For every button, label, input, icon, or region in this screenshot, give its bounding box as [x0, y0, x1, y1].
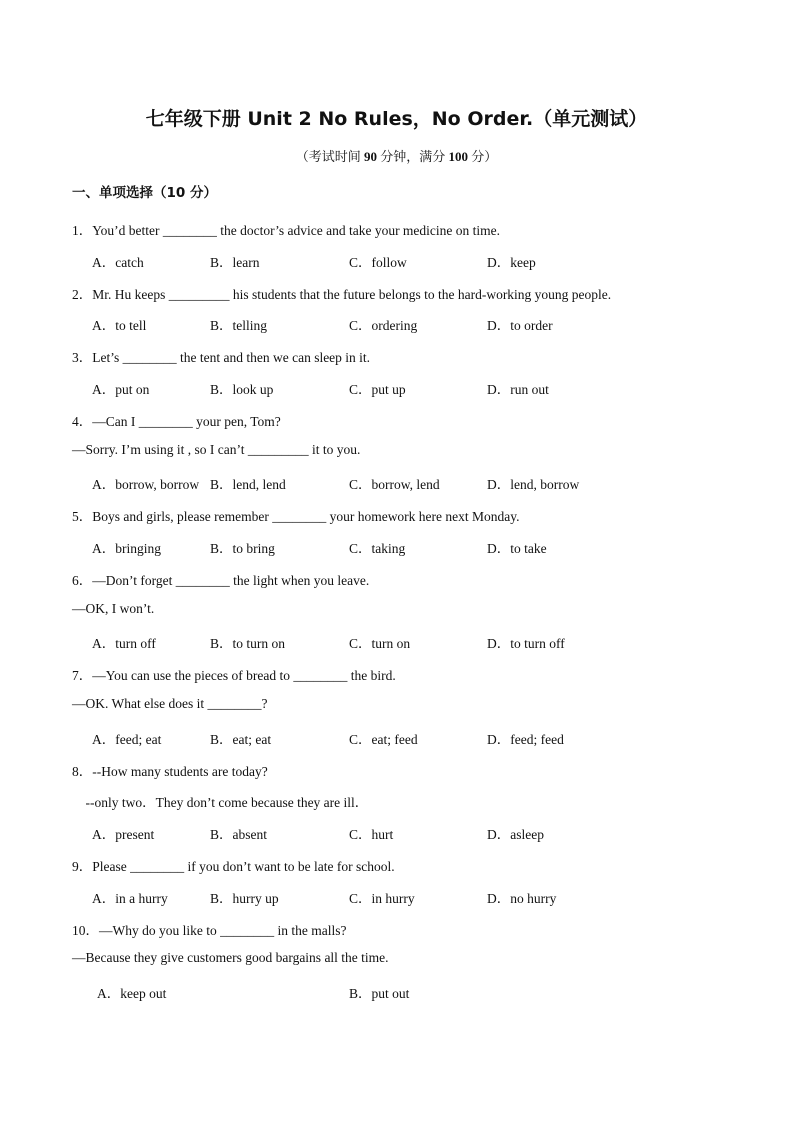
- full-score: 100: [448, 149, 468, 164]
- question-8-stem: 8．--How many students are today?: [72, 764, 268, 779]
- question-8-option-d[interactable]: D．asleep: [487, 827, 544, 842]
- question-9-stem: 9．Please ________ if you don’t want to be late for school.: [72, 859, 395, 874]
- question-4-stem-reply: —Sorry. I’m using it , so I can’t _________ it to you.: [72, 442, 361, 457]
- question-3-option-c[interactable]: C．put up: [349, 382, 406, 397]
- page-title: 七年级下册 Unit 2 No Rules，No Order.（单元测试）: [145, 108, 648, 130]
- question-9-option-c[interactable]: C．in hurry: [349, 891, 415, 906]
- subtitle-suffix: 分）: [468, 149, 498, 164]
- question-6-stem: 6．—Don’t forget ________ the light when you leave.: [72, 573, 370, 588]
- question-10-option-b[interactable]: B．put out: [349, 986, 410, 1001]
- question-10-option-a[interactable]: A．keep out: [97, 986, 167, 1001]
- question-7-option-c[interactable]: C．eat; feed: [349, 732, 418, 747]
- question-9-option-a[interactable]: A．in a hurry: [92, 891, 168, 906]
- question-6-option-b[interactable]: B．to turn on: [210, 636, 286, 651]
- question-3-option-d[interactable]: D．run out: [487, 382, 549, 397]
- question-7-option-a[interactable]: A．feed; eat: [92, 732, 162, 747]
- question-4-option-c[interactable]: C．borrow, lend: [349, 477, 440, 492]
- exam-subtitle: [0, 146, 793, 165]
- question-6-option-a[interactable]: A．turn off: [92, 636, 156, 651]
- question-4-option-b[interactable]: B．lend, lend: [210, 477, 286, 492]
- question-7-option-b[interactable]: B．eat; eat: [210, 732, 272, 747]
- question-5-option-d[interactable]: D．to take: [487, 541, 547, 556]
- question-1-stem: 1．You’d better ________ the doctor’s advice and take your medicine on time.: [72, 223, 501, 238]
- question-8-option-c[interactable]: C．hurt: [349, 827, 394, 842]
- question-10-stem-reply: —Because they give customers good bargains all the time.: [72, 950, 389, 965]
- question-2-option-c[interactable]: C．ordering: [349, 318, 418, 333]
- question-1-option-c[interactable]: C．follow: [349, 255, 407, 270]
- subtitle-prefix: （考试时间: [295, 149, 364, 164]
- question-7-option-d[interactable]: D．feed; feed: [487, 732, 564, 747]
- question-4-option-d[interactable]: D．lend, borrow: [487, 477, 580, 492]
- question-4-stem: 4．—Can I ________ your pen, Tom?: [72, 414, 281, 429]
- question-6-option-d[interactable]: D．to turn off: [487, 636, 565, 651]
- question-6-stem-reply: —OK, I won’t.: [72, 601, 155, 616]
- question-2-option-b[interactable]: B．telling: [210, 318, 267, 333]
- question-9-option-d[interactable]: D．no hurry: [487, 891, 557, 906]
- question-5-stem: 5．Boys and girls, please remember ________ your homework here next Monday.: [72, 509, 520, 524]
- question-2-option-d[interactable]: D．to order: [487, 318, 553, 333]
- question-8-stem-reply: --only two．They don’t come because they are ill．: [72, 795, 369, 810]
- question-3-option-a[interactable]: A．put on: [92, 382, 150, 397]
- question-8-option-b[interactable]: B．absent: [210, 827, 267, 842]
- question-8-option-a[interactable]: A．present: [92, 827, 155, 842]
- question-5-option-a[interactable]: A．bringing: [92, 541, 161, 556]
- question-7-stem-reply: —OK. What else does it ________?: [72, 696, 268, 711]
- subtitle-mid: 分钟，满分: [376, 149, 449, 164]
- question-1-option-a[interactable]: A．catch: [92, 255, 144, 270]
- exam-time: 90: [363, 149, 377, 164]
- question-2-option-a[interactable]: A．to tell: [92, 318, 147, 333]
- question-7-stem: 7．—You can use the pieces of bread to ________ the bird.: [72, 668, 396, 683]
- question-3-stem: 3．Let’s ________ the tent and then we can sleep in it.: [72, 350, 371, 365]
- question-2-stem: 2．Mr. Hu keeps _________ his students that the future belongs to the hard-working young people.: [72, 287, 612, 302]
- question-1-option-d[interactable]: D．keep: [487, 255, 536, 270]
- question-1-option-b[interactable]: B．learn: [210, 255, 260, 270]
- question-5-option-b[interactable]: B．to bring: [210, 541, 275, 556]
- question-4-option-a[interactable]: A．borrow, borrow: [92, 477, 200, 492]
- question-9-option-b[interactable]: B．hurry up: [210, 891, 279, 906]
- question-5-option-c[interactable]: C．taking: [349, 541, 406, 556]
- section-heading: 一、单项选择（10 分）: [72, 185, 217, 201]
- question-3-option-b[interactable]: B．look up: [210, 382, 274, 397]
- question-6-option-c[interactable]: C．turn on: [349, 636, 411, 651]
- question-10-stem: 10．—Why do you like to ________ in the malls?: [72, 923, 347, 938]
